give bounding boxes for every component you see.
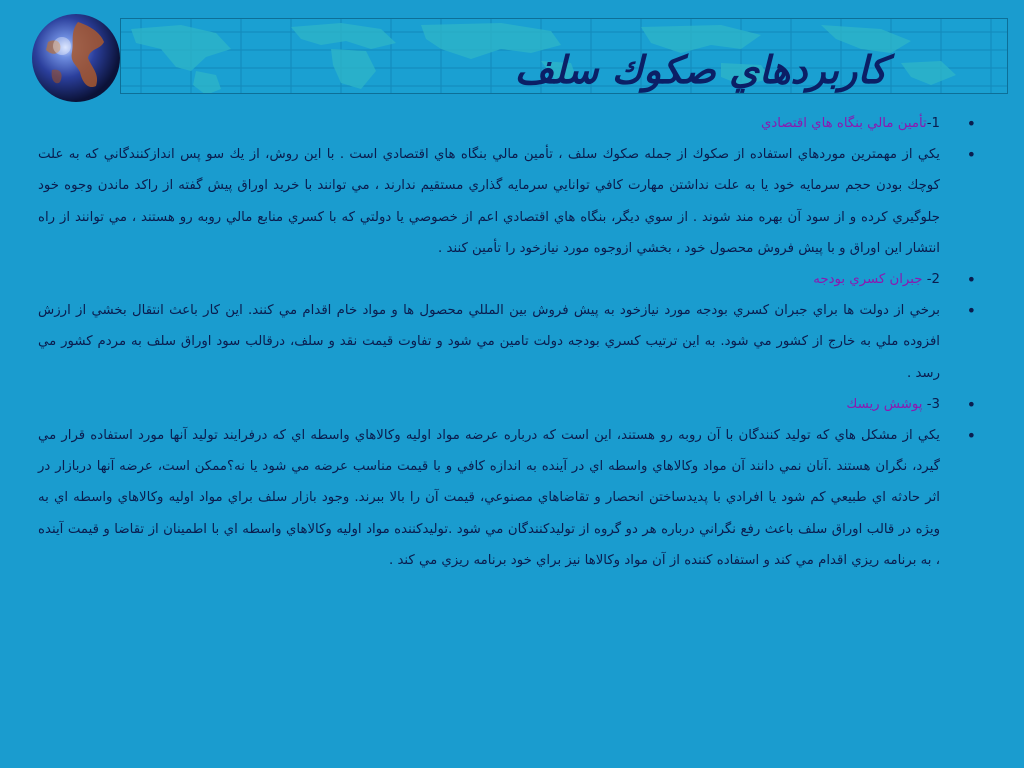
heading-text: پوشش ريسك: [846, 396, 923, 412]
bullet-icon: •: [966, 270, 976, 290]
bullet-paragraph-3: [38, 420, 984, 576]
title-banner: [120, 18, 1008, 94]
globe-icon: [30, 12, 122, 104]
slide-content: [38, 108, 984, 576]
slide-title: كاربردهاي صكوك سلف: [514, 47, 887, 92]
bullet-icon: •: [966, 426, 976, 446]
bullet-heading-3: [38, 389, 984, 420]
bullet-paragraph-2: [38, 295, 984, 389]
paragraph-text: يكي از مشكل هاي كه توليد كنندگان با آن روبه رو هستند، اين است كه درباره عرضه مواد اوليه وكالاهاي واسطه اي كه درفرايند توليد آنها مورد استفاده قرار مي گيرد، نگران هستند .آنان نمي دانند آن مواد وكالاهاي واسطه اي در آينده به اندازه كافي و با قيمت مناسب عرضه مي شود يا نه؟ممكن است، عرضه آنها دربازار در اثر حادثه اي طبيعي كم شود يا افرادي با پديدساختن انحصار و تقاضاهاي مصنوعي، قيمت آن را بالا ببرند. وجود بازار سلف براي مواد اوليه وكالاهاي واسطه اي به ويژه در قالب اوراق سلف باعث رفع نگراني درباره هر دو گروه از توليدكنندگان مي شود .توليدكننده مواد اوليه وكالاهاي واسطه اي با اطمينان از تقاضا و قيمت آينده ، به برنامه ريزي اقدام مي كند و استفاده كننده از آن مواد وكالاها نيز براي خود برنامه ريزي مي كند .: [38, 428, 940, 568]
heading-number: 2-: [926, 272, 940, 288]
heading-number: 3-: [926, 396, 940, 412]
heading-number: 1-: [926, 116, 940, 131]
bullet-icon: •: [966, 301, 976, 321]
bullet-heading-1: [38, 108, 984, 139]
paragraph-text: يكي از مهمترين موردهاي استفاده از صكوك از جمله صكوك سلف ، تأمين مالي بنگاه هاي اقتصادي است . با اين روش، از يك سو پس اندازكنندگاني كه به علت كوچك بودن حجم سرمايه خود يا به علت نداشتن مهارت كافي توانايي سرمايه گذاري مستقيم ندارند ، مي توانند با خريد اوراق پيش گفته از راكد ماندن وجوه خود جلوگيري كرده و از سود آن بهره مند شوند . از سوي ديگر، بنگاه هاي اقتصادي اعم از خصوصي يا دولتي كه با كسري منابع مالي روبه رو هستند ، مي توانند از راه انتشار اين اوراق و با پيش فروش محصول خود ، بخشي ازوجوه مورد نيازخود را تأمين كنند .: [38, 147, 940, 256]
heading-text: جبران كسري بودجه: [813, 272, 923, 288]
heading-text: تأمين مالي بنگاه هاي اقتصادي: [760, 116, 927, 131]
bullet-heading-2: [38, 264, 984, 295]
bullet-icon: •: [966, 394, 976, 414]
bullet-icon: •: [966, 145, 976, 165]
bullet-paragraph-1: [38, 139, 984, 264]
paragraph-text: برخي از دولت ها براي جبران كسري بودجه مورد نيازخود به پيش فروش بين المللي محصول ها و مواد خام اقدام مي كنند. اين كار باعث انتقال بخشي از ارزش افزوده ملي به خارج از كشور مي شود. به اين ترتيب كسري بودجه دولت تامين مي شود و تفاوت قيمت نقد و سلف، درقالب سود اوراق سلف به مردم كشور مي رسد .: [38, 303, 940, 381]
bullet-icon: •: [966, 114, 976, 133]
